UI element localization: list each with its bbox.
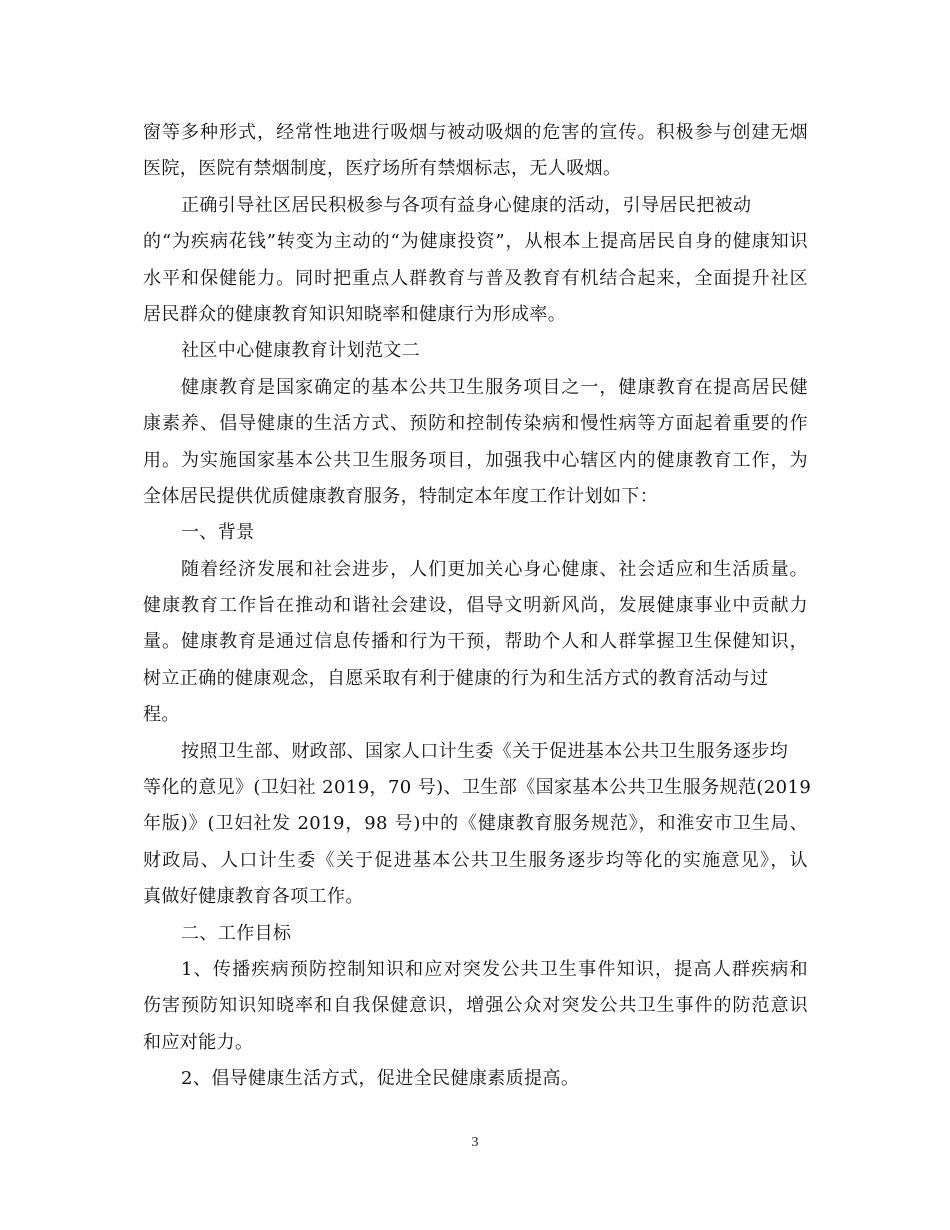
text-line: 正确引导社区居民积极参与各项有益身心健康的活动，引导居民把被动	[181, 194, 752, 216]
text-line: 伤害预防知识知晓率和自我保健意识，增强公众对突发公共卫生事件的防范意识	[143, 995, 808, 1017]
text-line: 的“为疾病花钱”转变为主动的“为健康投资”，从根本上提高居民自身的健康知识	[143, 231, 808, 253]
text-line: 等化的意见》(卫妇社 2019，70 号)、卫生部《国家基本公共卫生服务规范(2019	[143, 777, 812, 799]
section-title: 社区中心健康教育计划范文二	[181, 340, 421, 362]
text-line: 居民群众的健康教育知识知晓率和健康行为形成率。	[143, 303, 567, 325]
text-line: 健康教育工作旨在推动和谐社会建设，倡导文明新风尚，发展健康事业中贡献力	[143, 595, 808, 617]
text-line: 随着经济发展和社会进步，人们更加关心身心健康、社会适应和生活质量。	[181, 558, 808, 580]
text-line: 量。健康教育是通过信息传播和行为干预，帮助个人和人群掌握卫生保健知识，	[143, 631, 808, 653]
document-body	[143, 115, 812, 1098]
text-line: 窗等多种形式，经常性地进行吸烟与被动吸烟的危害的宣传。积极参与创建无烟	[143, 122, 808, 143]
text-line: 水平和保健能力。同时把重点人群教育与普及教育有机结合起来，全面提升社区	[143, 267, 808, 289]
text-line: 真做好健康教育各项工作。	[143, 886, 364, 908]
text-line: 和应对能力。	[143, 1031, 254, 1053]
page-number: 3	[471, 1135, 479, 1150]
text-line: 财政局、人口计生委《关于促进基本公共卫生服务逐步均等化的实施意见》，认	[143, 849, 808, 871]
text-line: 用。为实施国家基本公共卫生服务项目，加强我中心辖区内的健康教育工作，为	[143, 449, 808, 471]
section-heading: 二、工作目标	[181, 922, 292, 944]
text-line: 2、倡导健康生活方式，促进全民健康素质提高。	[181, 1068, 580, 1090]
text-line: 健康教育是国家确定的基本公共卫生服务项目之一，健康教育在提高居民健	[181, 376, 808, 398]
text-line: 树立正确的健康观念，自愿采取有利于健康的行为和生活方式的教育活动与过	[143, 667, 769, 689]
text-line: 1、传播疾病预防控制知识和应对突发公共卫生事件知识，提高人群疾病和	[181, 958, 808, 980]
text-line: 康素养、倡导健康的生活方式、预防和控制传染病和慢性病等方面起着重要的作	[143, 413, 808, 435]
text-line: 年版)》(卫妇社发 2019，98 号)中的《健康教育服务规范》，和淮安市卫生局、	[143, 813, 808, 835]
text-line: 医院，医院有禁烟制度，医疗场所有禁烟标志，无人吸烟。	[143, 158, 622, 180]
section-heading: 一、背景	[181, 522, 255, 544]
text-line: 按照卫生部、财政部、国家人口计生委《关于促进基本公共卫生服务逐步均	[181, 740, 789, 762]
text-line: 全体居民提供优质健康教育服务，特制定本年度工作计划如下：	[143, 485, 659, 507]
text-line: 程。	[143, 704, 180, 726]
